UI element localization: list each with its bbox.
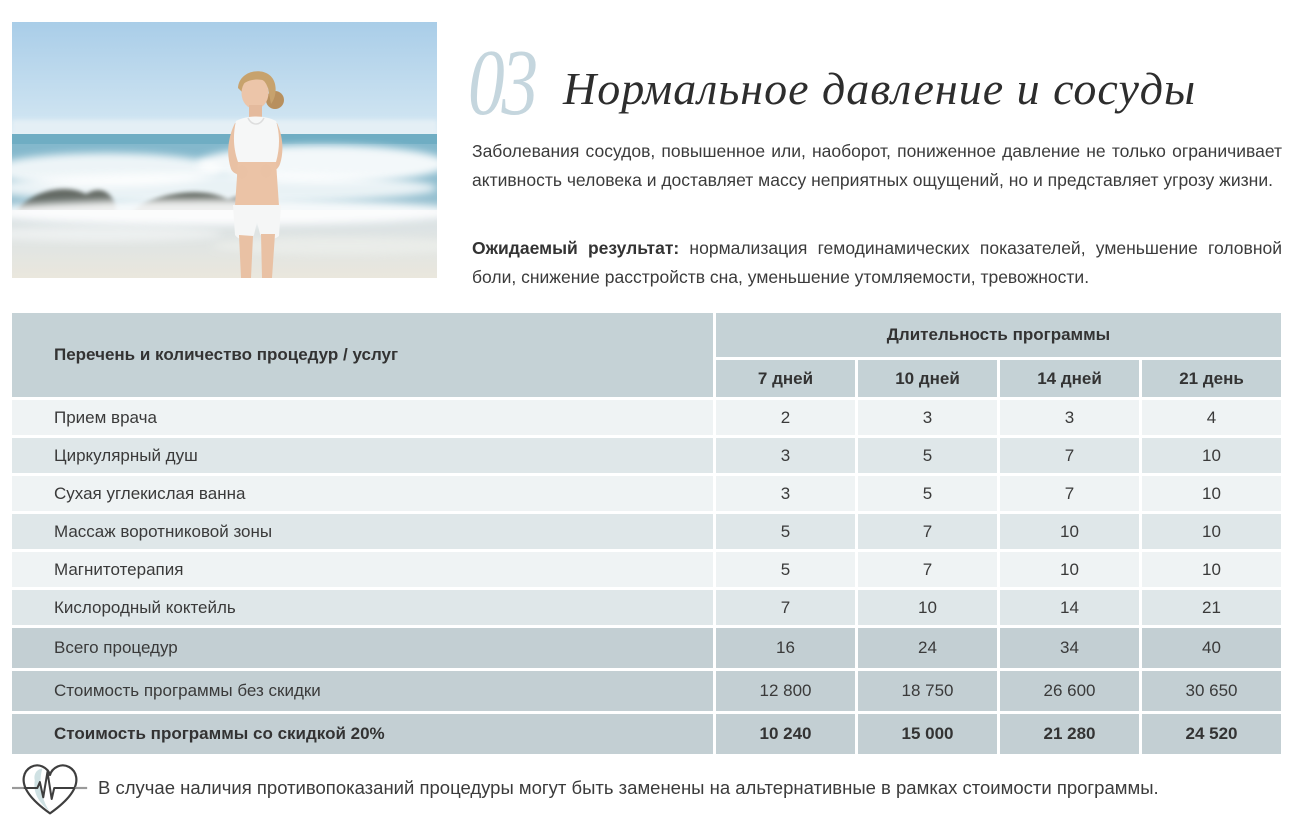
row-value: 26 600: [1000, 671, 1139, 711]
row-value: 7: [1000, 438, 1139, 473]
table-row: [12, 400, 1281, 435]
table-row: [12, 628, 1281, 668]
row-value: 7: [858, 514, 997, 549]
table-group-header: Длительность программы: [716, 313, 1281, 357]
table-left-header: Перечень и количество процедур / услуг: [12, 313, 713, 397]
row-value: 21: [1142, 590, 1281, 625]
row-value: 3: [1000, 400, 1139, 435]
footnote-text: В случае наличия противопоказаний процедуры могут быть заменены на альтернативные в рамках стоимости программы.: [98, 777, 1159, 798]
row-value: 5: [716, 552, 855, 587]
row-value: 14: [1000, 590, 1139, 625]
heart-pulse-icon: [12, 753, 88, 823]
row-value: 3: [858, 400, 997, 435]
row-value: 10: [1000, 552, 1139, 587]
row-label: Циркулярный душ: [12, 438, 713, 473]
row-value: 5: [858, 438, 997, 473]
footnote: [12, 753, 1159, 823]
row-label: Прием врача: [12, 400, 713, 435]
row-value: 21 280: [1000, 714, 1139, 754]
row-value: 3: [716, 438, 855, 473]
intro-paragraph: Заболевания сосудов, повышенное или, наоборот, пониженное давление не только ограничивает активность человека и доставляет массу неприятных ощущений, но и представляет угрозу жизни.: [472, 141, 1282, 190]
row-value: 24 520: [1142, 714, 1281, 754]
expected-result-label: Ожидаемый результат:: [472, 238, 680, 258]
row-value: 40: [1142, 628, 1281, 668]
row-value: 34: [1000, 628, 1139, 668]
row-label: Стоимость программы со скидкой 20%: [12, 714, 713, 754]
row-value: 7: [1000, 476, 1139, 511]
row-value: 2: [716, 400, 855, 435]
row-value: 18 750: [858, 671, 997, 711]
table-body: [12, 400, 1281, 754]
row-value: 4: [1142, 400, 1281, 435]
beach-photo-illustration: [12, 22, 437, 278]
price-table: [12, 313, 1281, 754]
beach-jogging-photo: [12, 22, 437, 278]
row-value: 10: [1142, 514, 1281, 549]
row-value: 16: [716, 628, 855, 668]
table-row: [12, 714, 1281, 754]
table-row: [12, 552, 1281, 587]
row-label: Стоимость программы без скидки: [12, 671, 713, 711]
row-value: 7: [716, 590, 855, 625]
table-row: [12, 590, 1281, 625]
row-value: 3: [716, 476, 855, 511]
row-value: 5: [858, 476, 997, 511]
table-row: [12, 671, 1281, 711]
column-header-7-days: 7 дней: [716, 360, 855, 397]
row-value: 10: [1142, 438, 1281, 473]
expected-result-paragraph: [472, 234, 1282, 291]
table-header: [12, 313, 1281, 397]
row-value: 10: [1142, 552, 1281, 587]
column-header-21-days: 21 день: [1142, 360, 1281, 397]
column-header-10-days: 10 дней: [858, 360, 997, 397]
row-value: 7: [858, 552, 997, 587]
table-row: [12, 476, 1281, 511]
row-value: 10: [1142, 476, 1281, 511]
table-row: [12, 438, 1281, 473]
table-row: [12, 514, 1281, 549]
row-value: 10: [858, 590, 997, 625]
row-value: 24: [858, 628, 997, 668]
row-label: Массаж воротниковой зоны: [12, 514, 713, 549]
row-value: 10: [1000, 514, 1139, 549]
row-value: 30 650: [1142, 671, 1281, 711]
column-header-14-days: 14 дней: [1000, 360, 1139, 397]
row-label: Кислородный коктейль: [12, 590, 713, 625]
expected-result-text: нормализация гемодинамических показателей, уменьшение головной боли, снижение расстройств сна, уменьшение утомляемости, тревожности.: [472, 238, 1283, 287]
page-title: Нормальное давление и сосуды: [563, 63, 1197, 114]
section-number: 03: [468, 31, 536, 135]
row-label: Сухая углекислая ванна: [12, 476, 713, 511]
row-label: Всего процедур: [12, 628, 713, 668]
row-value: 5: [716, 514, 855, 549]
row-value: 15 000: [858, 714, 997, 754]
row-value: 12 800: [716, 671, 855, 711]
row-label: Магнитотерапия: [12, 552, 713, 587]
row-value: 10 240: [716, 714, 855, 754]
